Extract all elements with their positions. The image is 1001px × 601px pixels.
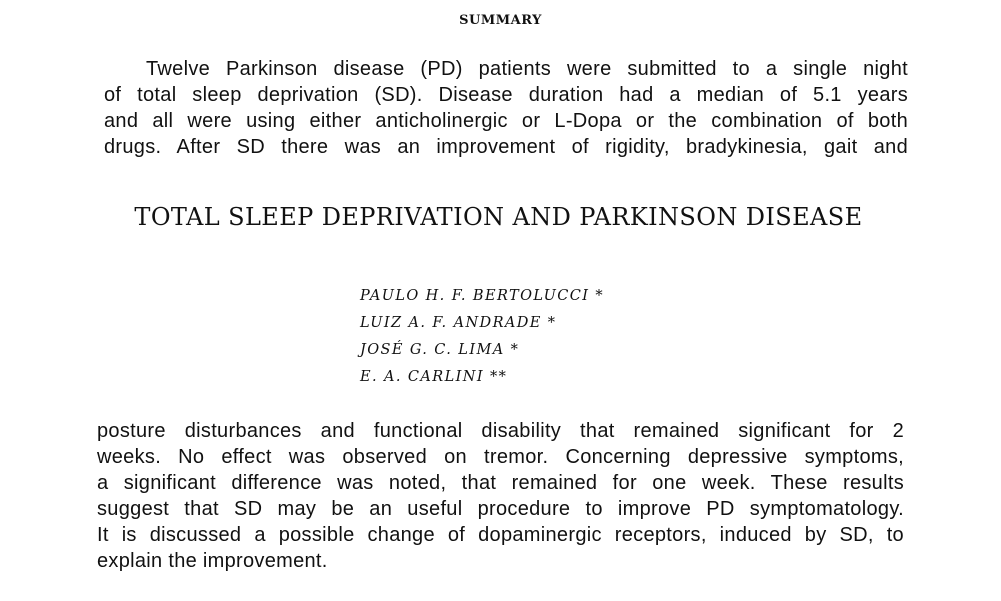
text-line: drugs. After SD there was an improvement of rigidity, bradykinesia, gait and <box>104 136 908 158</box>
author-name: JOSÉ G. C. LIMA * <box>360 342 520 358</box>
author-name: E. A. CARLINI ** <box>360 369 508 385</box>
text-line: Twelve Parkinson disease (PD) patients were submitted to a single night <box>146 58 908 80</box>
text-line: posture disturbances and functional disability that remained significant for 2 <box>97 420 904 442</box>
text-line: a significant difference was noted, that remained for one week. These results <box>97 472 904 494</box>
text-line: suggest that SD may be an useful procedure to improve PD symptomatology. <box>97 498 904 520</box>
author-list <box>360 283 604 391</box>
text-line: explain the improvement. <box>97 550 328 572</box>
text-line: and all were using either anticholinergic or L-Dopa or the combination of both <box>104 110 908 132</box>
article-title: TOTAL SLEEP DEPRIVATION AND PARKINSON DISEASE <box>134 203 863 231</box>
author-name: PAULO H. F. BERTOLUCCI * <box>360 288 605 304</box>
text-line: weeks. No effect was observed on tremor. Concerning depressive symptoms, <box>97 446 904 468</box>
summary-paragraph-top <box>104 56 908 160</box>
author-name: LUIZ A. F. ANDRADE * <box>360 315 557 331</box>
summary-paragraph-bottom <box>97 418 904 574</box>
text-line: It is discussed a possible change of dopaminergic receptors, induced by SD, to <box>97 524 904 546</box>
summary-heading: SUMMARY <box>459 13 542 28</box>
text-line: of total sleep deprivation (SD). Disease duration had a median of 5.1 years <box>104 84 908 106</box>
